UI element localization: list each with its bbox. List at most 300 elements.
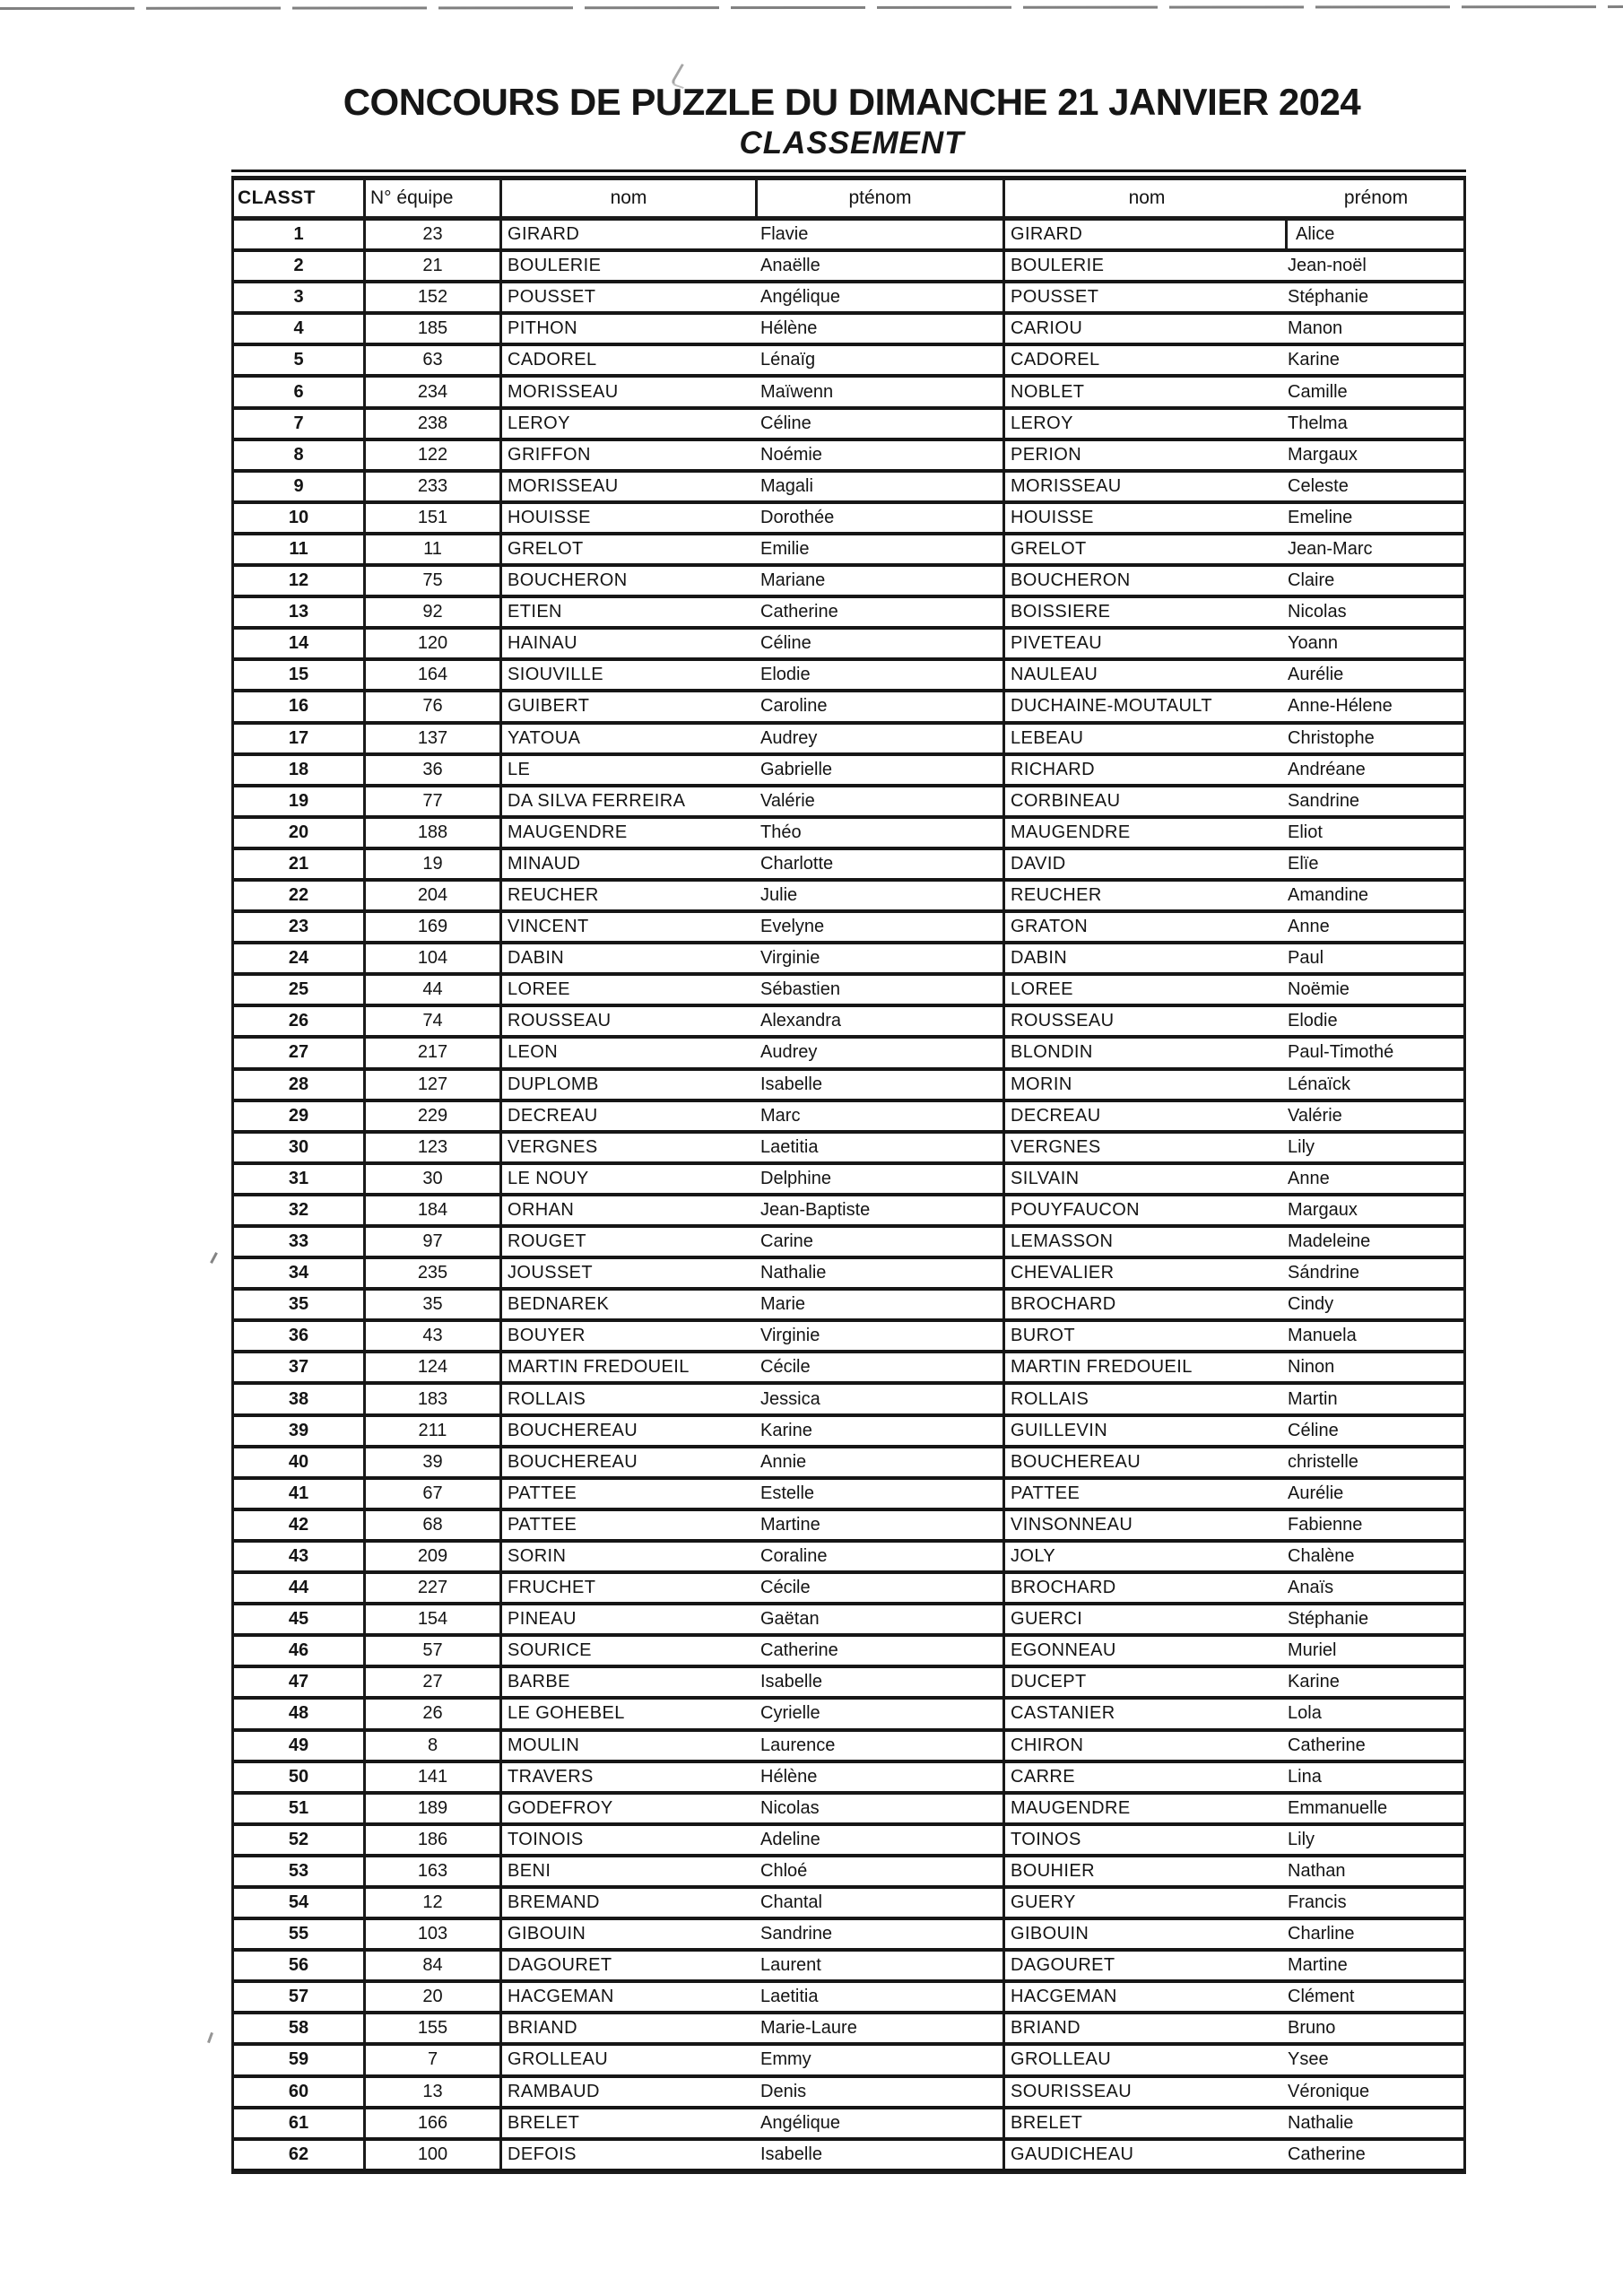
pair-left-cell bbox=[499, 2141, 1002, 2169]
player2-first-name: Jean-Marc bbox=[1288, 538, 1373, 559]
table-row bbox=[234, 1763, 1463, 1795]
player1-first-name: Delphine bbox=[760, 1168, 831, 1188]
table-row bbox=[234, 1039, 1463, 1070]
player1-last-name: BOUCHEREAU bbox=[508, 1420, 638, 1440]
pair-right-cell bbox=[1002, 692, 1463, 720]
rank-cell: 42 bbox=[288, 1514, 309, 1535]
player1-first-name: Denis bbox=[760, 2081, 807, 2101]
player1-last-name: REUCHER bbox=[508, 885, 599, 906]
table-row bbox=[234, 1857, 1463, 1889]
header-nom-2: nom bbox=[1002, 180, 1289, 216]
rank-cell: 14 bbox=[288, 633, 309, 654]
rank-cell: 17 bbox=[288, 727, 309, 748]
player1-first-name: Jean-Baptiste bbox=[760, 1199, 871, 1220]
player2-first-name: Martine bbox=[1288, 1955, 1348, 1976]
player1-first-name: Julie bbox=[760, 885, 798, 906]
team-number-cell: 30 bbox=[363, 1165, 499, 1193]
table-row bbox=[234, 1668, 1463, 1700]
pair-right-cell bbox=[1002, 725, 1463, 752]
table-row bbox=[234, 2141, 1463, 2171]
player1-first-name: Noémie bbox=[760, 444, 822, 465]
player1-last-name: ETIEN bbox=[508, 602, 562, 622]
pair-right-cell bbox=[1002, 1637, 1463, 1665]
table-row bbox=[234, 1134, 1463, 1165]
rank-cell: 7 bbox=[293, 413, 304, 433]
player1-first-name: Annie bbox=[760, 1451, 807, 1472]
scan-top-edge-line bbox=[0, 5, 1623, 10]
rank-cell: 30 bbox=[288, 1136, 309, 1157]
table-row bbox=[234, 221, 1463, 252]
team-number-cell: 19 bbox=[363, 850, 499, 878]
pair-left-cell bbox=[499, 1102, 1002, 1130]
player1-first-name: Marie-Laure bbox=[760, 2018, 857, 2039]
player2-first-name: Véronique bbox=[1288, 2081, 1370, 2101]
rank-cell: 22 bbox=[288, 885, 309, 906]
header-team-number: N° équipe bbox=[363, 180, 499, 216]
player1-first-name: Théo bbox=[760, 822, 802, 842]
pair-left-cell bbox=[499, 850, 1002, 878]
player2-first-name: Margaux bbox=[1288, 444, 1358, 465]
table-row bbox=[234, 504, 1463, 535]
player2-last-name: CARRE bbox=[1011, 1766, 1076, 1787]
player2-first-name: Noëmie bbox=[1288, 979, 1350, 1000]
player2-first-name: Karine bbox=[1288, 350, 1340, 370]
rank-cell: 54 bbox=[288, 1892, 309, 1913]
pair-right-cell bbox=[1002, 1605, 1463, 1633]
player1-first-name: Mariane bbox=[760, 570, 826, 591]
pair-right-cell bbox=[1002, 944, 1463, 972]
pair-right-cell bbox=[1002, 2014, 1463, 2042]
table-row bbox=[234, 535, 1463, 567]
player2-last-name: DUCEPT bbox=[1011, 1672, 1087, 1692]
player2-last-name: DABIN bbox=[1011, 948, 1068, 969]
pair-right-cell bbox=[1002, 976, 1463, 1004]
pair-right-cell bbox=[1002, 410, 1463, 438]
rank-cell: 6 bbox=[293, 381, 304, 402]
rank-cell: 39 bbox=[288, 1420, 309, 1440]
player1-first-name: Marc bbox=[760, 1105, 801, 1126]
player1-first-name: Cyrielle bbox=[760, 1703, 820, 1724]
pair-right-cell bbox=[1002, 819, 1463, 847]
pair-left-cell bbox=[499, 1763, 1002, 1791]
table-row bbox=[234, 756, 1463, 787]
player1-first-name: Céline bbox=[760, 413, 812, 433]
pair-left-cell bbox=[499, 1543, 1002, 1570]
team-number-cell: 63 bbox=[363, 346, 499, 374]
pair-left-cell bbox=[499, 1353, 1002, 1381]
header-prenom: prénom bbox=[1343, 187, 1409, 208]
pair-right-cell bbox=[1002, 1165, 1463, 1193]
pair-right-cell bbox=[1002, 315, 1463, 343]
player2-last-name: MARTIN FREDOUEIL bbox=[1011, 1357, 1193, 1378]
header-ptenom: pténom bbox=[755, 180, 1002, 216]
table-row bbox=[234, 1511, 1463, 1543]
player2-first-name: Celeste bbox=[1288, 475, 1349, 496]
table-header-row bbox=[234, 180, 1463, 221]
pair-left-cell bbox=[499, 1574, 1002, 1602]
table-row bbox=[234, 1543, 1463, 1574]
team-number-cell: 204 bbox=[363, 882, 499, 909]
player1-first-name: Charlotte bbox=[760, 853, 834, 874]
player1-last-name: LOREE bbox=[508, 979, 570, 1000]
team-number-cell: 57 bbox=[363, 1637, 499, 1665]
team-number-cell: 21 bbox=[363, 252, 499, 280]
pair-left-cell bbox=[499, 1920, 1002, 1948]
pair-left-cell bbox=[499, 1385, 1002, 1413]
player1-last-name: BOULERIE bbox=[508, 256, 602, 276]
player1-last-name: LE GOHEBEL bbox=[508, 1703, 625, 1724]
player2-first-name: Anne bbox=[1288, 917, 1330, 937]
team-number-cell: 13 bbox=[363, 2078, 499, 2106]
pair-left-cell bbox=[499, 441, 1002, 469]
player2-first-name: Anaïs bbox=[1288, 1578, 1334, 1598]
player1-first-name: Flavie bbox=[760, 224, 809, 245]
player1-first-name: Anaëlle bbox=[760, 256, 820, 276]
table-row bbox=[234, 283, 1463, 315]
rank-cell: 48 bbox=[288, 1703, 309, 1724]
player1-last-name: BARBE bbox=[508, 1672, 570, 1692]
player2-last-name: POUYFAUCON bbox=[1011, 1199, 1141, 1220]
table-row bbox=[234, 819, 1463, 850]
page-subtitle: CLASSEMENT bbox=[739, 126, 965, 161]
player1-last-name: VERGNES bbox=[508, 1136, 598, 1157]
rank-cell: 44 bbox=[288, 1578, 309, 1598]
pair-right-cell bbox=[1002, 1952, 1463, 1979]
player1-first-name: Catherine bbox=[760, 1640, 838, 1661]
rank-cell: 45 bbox=[288, 1609, 309, 1630]
player1-first-name: Laurent bbox=[760, 1955, 821, 1976]
player1-last-name: ROUSSEAU bbox=[508, 1011, 612, 1031]
table-row bbox=[234, 1196, 1463, 1228]
player1-last-name: LEROY bbox=[508, 413, 570, 433]
player1-last-name: BOUCHERON bbox=[508, 570, 628, 591]
pair-right-cell bbox=[1002, 1259, 1463, 1287]
rank-cell: 37 bbox=[288, 1357, 309, 1378]
player1-first-name: Angélique bbox=[760, 2112, 840, 2133]
pair-left-cell bbox=[499, 567, 1002, 595]
team-number-cell: 164 bbox=[363, 661, 499, 689]
rank-cell: 51 bbox=[288, 1797, 309, 1818]
player2-last-name: HACGEMAN bbox=[1011, 1987, 1117, 2007]
player2-last-name: CORBINEAU bbox=[1011, 790, 1121, 811]
table-row bbox=[234, 725, 1463, 756]
rank-cell: 36 bbox=[288, 1326, 309, 1346]
player1-first-name: Jessica bbox=[760, 1388, 820, 1409]
player2-last-name: BOULERIE bbox=[1011, 256, 1105, 276]
table-row bbox=[234, 1322, 1463, 1353]
player2-last-name: BOUCHERON bbox=[1011, 570, 1131, 591]
team-number-cell: 67 bbox=[363, 1480, 499, 1508]
player2-first-name: Aurélie bbox=[1288, 1483, 1344, 1503]
pencil-tick-mark bbox=[210, 1252, 218, 1264]
player2-last-name: MAUGENDRE bbox=[1011, 1797, 1131, 1818]
player2-first-name: Fabienne bbox=[1288, 1514, 1363, 1535]
player2-first-name: Yoann bbox=[1288, 633, 1338, 654]
player2-first-name: Stéphanie bbox=[1288, 1609, 1369, 1630]
player1-first-name: Sandrine bbox=[760, 1924, 833, 1944]
player2-first-name: Sandrine bbox=[1288, 790, 1360, 811]
player2-first-name: Céline bbox=[1288, 1420, 1339, 1440]
team-number-cell: 8 bbox=[363, 1732, 499, 1760]
pair-left-cell bbox=[499, 1322, 1002, 1350]
pair-right-cell bbox=[1002, 2046, 1463, 2074]
table-row bbox=[234, 1920, 1463, 1952]
player1-last-name: BOUCHEREAU bbox=[508, 1451, 638, 1472]
pair-left-cell bbox=[499, 1417, 1002, 1445]
player2-last-name: PERION bbox=[1011, 444, 1082, 465]
pair-right-cell bbox=[1002, 1291, 1463, 1318]
table-row bbox=[234, 410, 1463, 441]
team-number-cell: 151 bbox=[363, 504, 499, 532]
rank-cell: 24 bbox=[288, 948, 309, 969]
player1-first-name: Carine bbox=[760, 1231, 813, 1252]
player1-last-name: JOUSSET bbox=[508, 1263, 594, 1283]
pair-left-cell bbox=[499, 221, 1002, 248]
player2-first-name: Karine bbox=[1288, 1672, 1340, 1692]
player1-last-name: RAMBAUD bbox=[508, 2081, 600, 2101]
table-row bbox=[234, 787, 1463, 819]
table-row bbox=[234, 2109, 1463, 2141]
player2-last-name: GIBOUIN bbox=[1011, 1924, 1089, 1944]
pair-left-cell bbox=[499, 1857, 1002, 1885]
table-row bbox=[234, 1826, 1463, 1857]
table-row bbox=[234, 1007, 1463, 1039]
pair-left-cell bbox=[499, 1291, 1002, 1318]
player2-first-name: Nathalie bbox=[1288, 2112, 1354, 2133]
team-number-cell: 103 bbox=[363, 1920, 499, 1948]
player1-last-name: GUIBERT bbox=[508, 696, 590, 717]
pair-left-cell bbox=[499, 504, 1002, 532]
player2-last-name: PIVETEAU bbox=[1011, 633, 1103, 654]
pair-right-cell bbox=[1002, 346, 1463, 374]
player1-last-name: BOUYER bbox=[508, 1326, 586, 1346]
player1-last-name: BREMAND bbox=[508, 1892, 600, 1913]
player2-first-name: Lily bbox=[1288, 1829, 1315, 1849]
player2-first-name: Valérie bbox=[1288, 1105, 1342, 1126]
player2-first-name: Nathan bbox=[1288, 1860, 1346, 1881]
pair-right-cell bbox=[1002, 1102, 1463, 1130]
rank-cell: 3 bbox=[293, 287, 304, 308]
team-number-cell: 155 bbox=[363, 2014, 499, 2042]
player1-last-name: LEON bbox=[508, 1042, 559, 1063]
player2-last-name: BRIAND bbox=[1011, 2018, 1081, 2039]
pair-left-cell bbox=[499, 1134, 1002, 1161]
player2-last-name: GIRARD bbox=[1011, 224, 1083, 245]
rank-cell: 53 bbox=[288, 1860, 309, 1881]
player1-last-name: MOULIN bbox=[508, 1735, 580, 1755]
table-row bbox=[234, 1448, 1463, 1480]
player2-last-name: DUCHAINE-MOUTAULT bbox=[1011, 696, 1212, 717]
player2-first-name: Elodie bbox=[1288, 1011, 1338, 1031]
team-number-cell: 44 bbox=[363, 976, 499, 1004]
team-number-cell: 75 bbox=[363, 567, 499, 595]
player1-first-name: Isabelle bbox=[760, 1074, 822, 1094]
player2-first-name: Margaux bbox=[1288, 1199, 1358, 1220]
player1-last-name: BEDNAREK bbox=[508, 1294, 610, 1315]
rank-cell: 38 bbox=[288, 1388, 309, 1409]
player2-first-name: Paul-Timothé bbox=[1288, 1042, 1394, 1063]
pair-right-cell bbox=[1002, 1353, 1463, 1381]
table-row bbox=[234, 598, 1463, 630]
player1-last-name: SIOUVILLE bbox=[508, 665, 603, 685]
table-row bbox=[234, 441, 1463, 473]
team-number-cell: 137 bbox=[363, 725, 499, 752]
rank-cell: 56 bbox=[288, 1955, 309, 1976]
team-number-cell: 183 bbox=[363, 1385, 499, 1413]
player1-first-name: Emilie bbox=[760, 538, 810, 559]
player2-last-name: RICHARD bbox=[1011, 759, 1095, 779]
player1-first-name: Laurence bbox=[760, 1735, 836, 1755]
team-number-cell: 12 bbox=[363, 1889, 499, 1917]
table-row bbox=[234, 252, 1463, 283]
team-number-cell: 234 bbox=[363, 378, 499, 405]
player2-last-name: NOBLET bbox=[1011, 381, 1085, 402]
table-row bbox=[234, 378, 1463, 409]
rank-cell: 20 bbox=[288, 822, 309, 842]
team-number-cell: 43 bbox=[363, 1322, 499, 1350]
player1-first-name: Virginie bbox=[760, 1326, 820, 1346]
team-number-cell: 163 bbox=[363, 1857, 499, 1885]
player2-first-name: Anne bbox=[1288, 1168, 1330, 1188]
table-row bbox=[234, 346, 1463, 378]
team-number-cell: 68 bbox=[363, 1511, 499, 1539]
player1-first-name: Isabelle bbox=[760, 2144, 822, 2164]
pair-left-cell bbox=[499, 1039, 1002, 1066]
pair-right-cell bbox=[1002, 1071, 1463, 1099]
player1-first-name: Valérie bbox=[760, 790, 815, 811]
player2-first-name: christelle bbox=[1288, 1451, 1358, 1472]
player2-last-name: GAUDICHEAU bbox=[1011, 2144, 1134, 2164]
player1-last-name: BRELET bbox=[508, 2112, 580, 2133]
player2-first-name: Cindy bbox=[1288, 1294, 1334, 1315]
player2-first-name: Emmanuelle bbox=[1288, 1797, 1388, 1818]
table-row bbox=[234, 1480, 1463, 1511]
rank-cell: 11 bbox=[289, 538, 308, 559]
pair-left-cell bbox=[499, 378, 1002, 405]
player1-last-name: TRAVERS bbox=[508, 1766, 594, 1787]
pair-right-cell bbox=[1002, 441, 1463, 469]
player1-first-name: Nathalie bbox=[760, 1263, 827, 1283]
player2-first-name: Catherine bbox=[1288, 1735, 1366, 1755]
pair-left-cell bbox=[499, 1700, 1002, 1727]
team-number-cell: 169 bbox=[363, 913, 499, 941]
pair-left-cell bbox=[499, 661, 1002, 689]
player1-last-name: MAUGENDRE bbox=[508, 822, 628, 842]
player2-first-name: Stéphanie bbox=[1288, 287, 1369, 308]
rank-cell: 59 bbox=[288, 2049, 309, 2070]
player2-last-name: DAGOURET bbox=[1011, 1955, 1115, 1976]
table-row bbox=[234, 1952, 1463, 1983]
rank-cell: 52 bbox=[288, 1829, 309, 1849]
pair-left-cell bbox=[499, 1983, 1002, 2011]
pair-left-cell bbox=[499, 473, 1002, 500]
pair-right-cell bbox=[1002, 1134, 1463, 1161]
player1-last-name: BENI bbox=[508, 1860, 551, 1881]
table-row bbox=[234, 1291, 1463, 1322]
table-row bbox=[234, 1071, 1463, 1102]
team-number-cell: 166 bbox=[363, 2109, 499, 2137]
table-row bbox=[234, 567, 1463, 598]
table-row bbox=[234, 850, 1463, 882]
team-number-cell: 39 bbox=[363, 1448, 499, 1476]
player1-last-name: DEFOIS bbox=[508, 2144, 577, 2164]
player1-first-name: Lénaïg bbox=[760, 350, 816, 370]
team-number-cell: 84 bbox=[363, 1952, 499, 1979]
player2-last-name: BROCHARD bbox=[1011, 1294, 1116, 1315]
player2-first-name: Ysee bbox=[1288, 2049, 1329, 2070]
pair-right-cell bbox=[1002, 1385, 1463, 1413]
player2-first-name: Clément bbox=[1288, 1987, 1355, 2007]
player1-first-name: Dorothée bbox=[760, 507, 835, 527]
rank-cell: 5 bbox=[293, 350, 304, 370]
team-number-cell: 227 bbox=[363, 1574, 499, 1602]
pair-left-cell bbox=[499, 2078, 1002, 2106]
team-number-cell: 123 bbox=[363, 1134, 499, 1161]
player1-last-name: PITHON bbox=[508, 318, 577, 339]
player1-first-name: Elodie bbox=[760, 665, 811, 685]
player1-last-name: GIRARD bbox=[508, 224, 580, 245]
table-row bbox=[234, 1353, 1463, 1385]
player2-last-name: SILVAIN bbox=[1011, 1168, 1080, 1188]
player2-last-name: BRELET bbox=[1011, 2112, 1083, 2133]
player2-last-name: GRATON bbox=[1011, 917, 1089, 937]
pair-left-cell bbox=[499, 1952, 1002, 1979]
table-row bbox=[234, 1605, 1463, 1637]
player2-last-name: CHIRON bbox=[1011, 1735, 1084, 1755]
pair-right-cell bbox=[1002, 913, 1463, 941]
player2-last-name: LEMASSON bbox=[1011, 1231, 1114, 1252]
player2-first-name: Ninon bbox=[1288, 1357, 1335, 1378]
team-number-cell: 217 bbox=[363, 1039, 499, 1066]
table-row bbox=[234, 1228, 1463, 1259]
rank-cell: 35 bbox=[288, 1294, 309, 1315]
pair-left-cell bbox=[499, 410, 1002, 438]
pair-left-cell bbox=[499, 535, 1002, 563]
player2-first-name: Manon bbox=[1288, 318, 1343, 339]
pair-right-cell bbox=[1002, 1228, 1463, 1256]
player2-first-name: Lénaïck bbox=[1288, 1074, 1351, 1094]
rank-cell: 50 bbox=[288, 1766, 309, 1787]
player2-first-name: Amandine bbox=[1288, 885, 1369, 906]
pair-right-cell bbox=[1002, 1543, 1463, 1570]
player1-last-name: MORISSEAU bbox=[508, 381, 619, 402]
team-number-cell: 36 bbox=[363, 756, 499, 784]
player1-first-name: Karine bbox=[760, 1420, 812, 1440]
pair-left-cell bbox=[499, 598, 1002, 626]
table-row bbox=[234, 1417, 1463, 1448]
player1-first-name: Cécile bbox=[760, 1357, 811, 1378]
pair-left-cell bbox=[499, 2014, 1002, 2042]
player2-last-name: BOUCHEREAU bbox=[1011, 1451, 1141, 1472]
player1-last-name: DA SILVA FERREIRA bbox=[508, 790, 686, 811]
player1-last-name: GIBOUIN bbox=[508, 1924, 586, 1944]
player2-first-name: Andréane bbox=[1288, 759, 1366, 779]
player2-last-name: CARIOU bbox=[1011, 318, 1083, 339]
player1-last-name: GODEFROY bbox=[508, 1797, 613, 1818]
pair-right-cell bbox=[1002, 221, 1463, 248]
player2-first-name: Nicolas bbox=[1288, 602, 1347, 622]
player2-last-name: CHEVALIER bbox=[1011, 1263, 1115, 1283]
player1-first-name: Chloé bbox=[760, 1860, 808, 1881]
table-row bbox=[234, 2078, 1463, 2109]
rank-cell: 46 bbox=[288, 1640, 309, 1661]
player2-last-name: MORISSEAU bbox=[1011, 475, 1122, 496]
player2-last-name: BLONDIN bbox=[1011, 1042, 1093, 1063]
player2-last-name: MAUGENDRE bbox=[1011, 822, 1131, 842]
player2-first-name: Martin bbox=[1288, 1388, 1338, 1409]
rank-cell: 16 bbox=[288, 696, 309, 717]
table-row bbox=[234, 1574, 1463, 1605]
